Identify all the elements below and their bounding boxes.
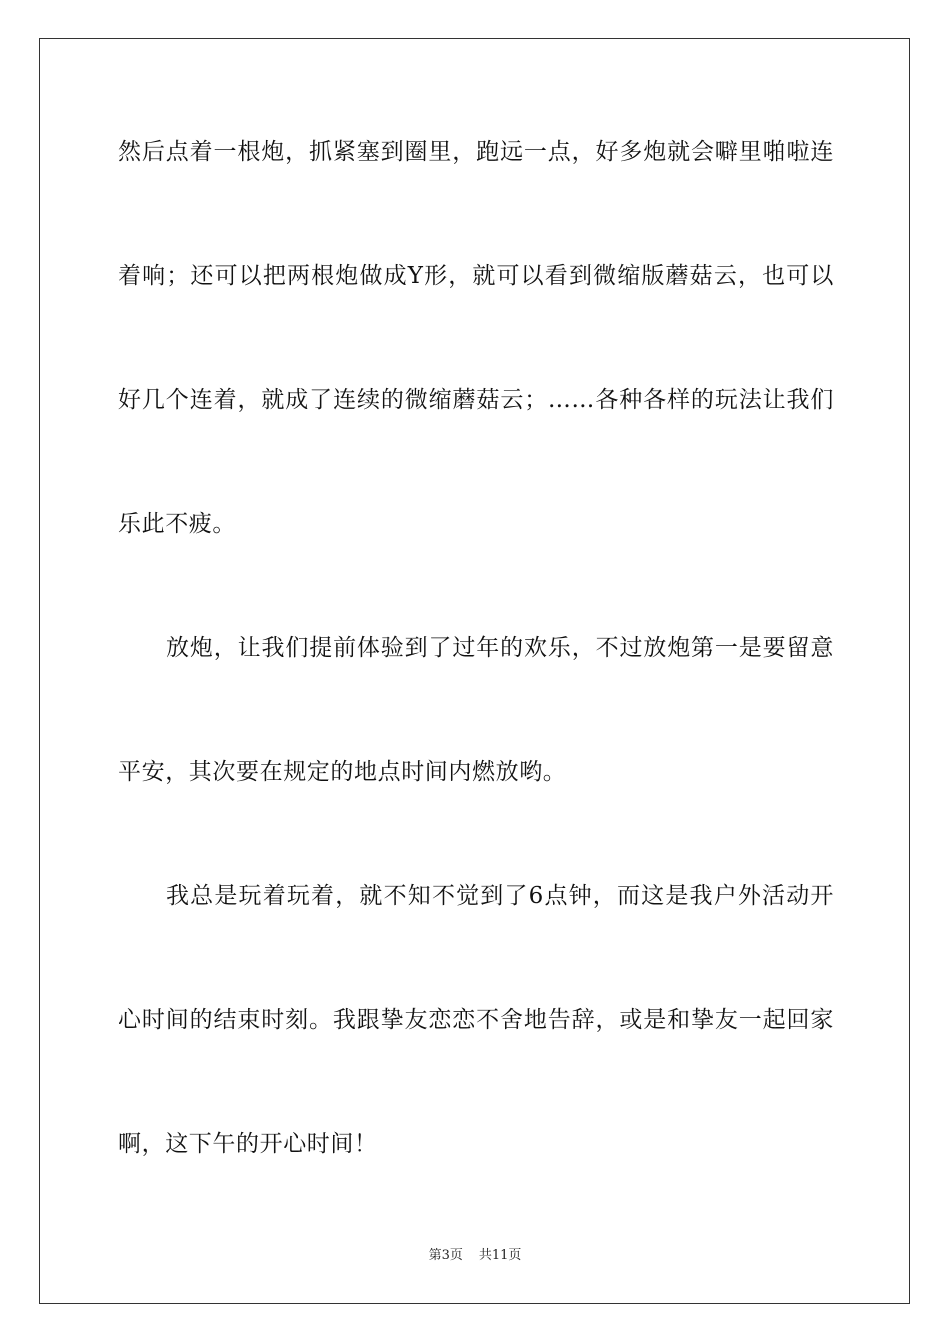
page-footer [0,1248,950,1264]
text-line: 放炮，让我们提前体验到了过年的欢乐，不过放炮第一是要留意 [166,635,834,661]
text-line: 然后点着一根炮，抓紧塞到圈里，跑远一点，好多炮就会噼里啪啦连 [118,139,834,165]
page-border [39,38,910,1304]
text-line: 乐此不疲。 [118,511,236,537]
text-line: 心时间的结束时刻。我跟挚友恋恋不舍地告辞，或是和挚友一起回家 [118,1007,834,1033]
text-line: 好几个连着，就成了连续的微缩蘑菇云；……各种各样的玩法让我们 [118,387,834,413]
text-line: 我总是玩着玩着，就不知不觉到了6点钟，而这是我户外活动开 [166,883,834,909]
text-line: 啊，这下午的开心时间！ [118,1131,378,1157]
text-line: 着响；还可以把两根炮做成Y形，就可以看到微缩版蘑菇云，也可以 [118,263,834,289]
current-page-number: 第3页 [428,1248,463,1263]
text-line: 平安，其次要在规定的地点时间内燃放哟。 [118,759,567,785]
total-page-count: 共11页 [478,1248,522,1263]
